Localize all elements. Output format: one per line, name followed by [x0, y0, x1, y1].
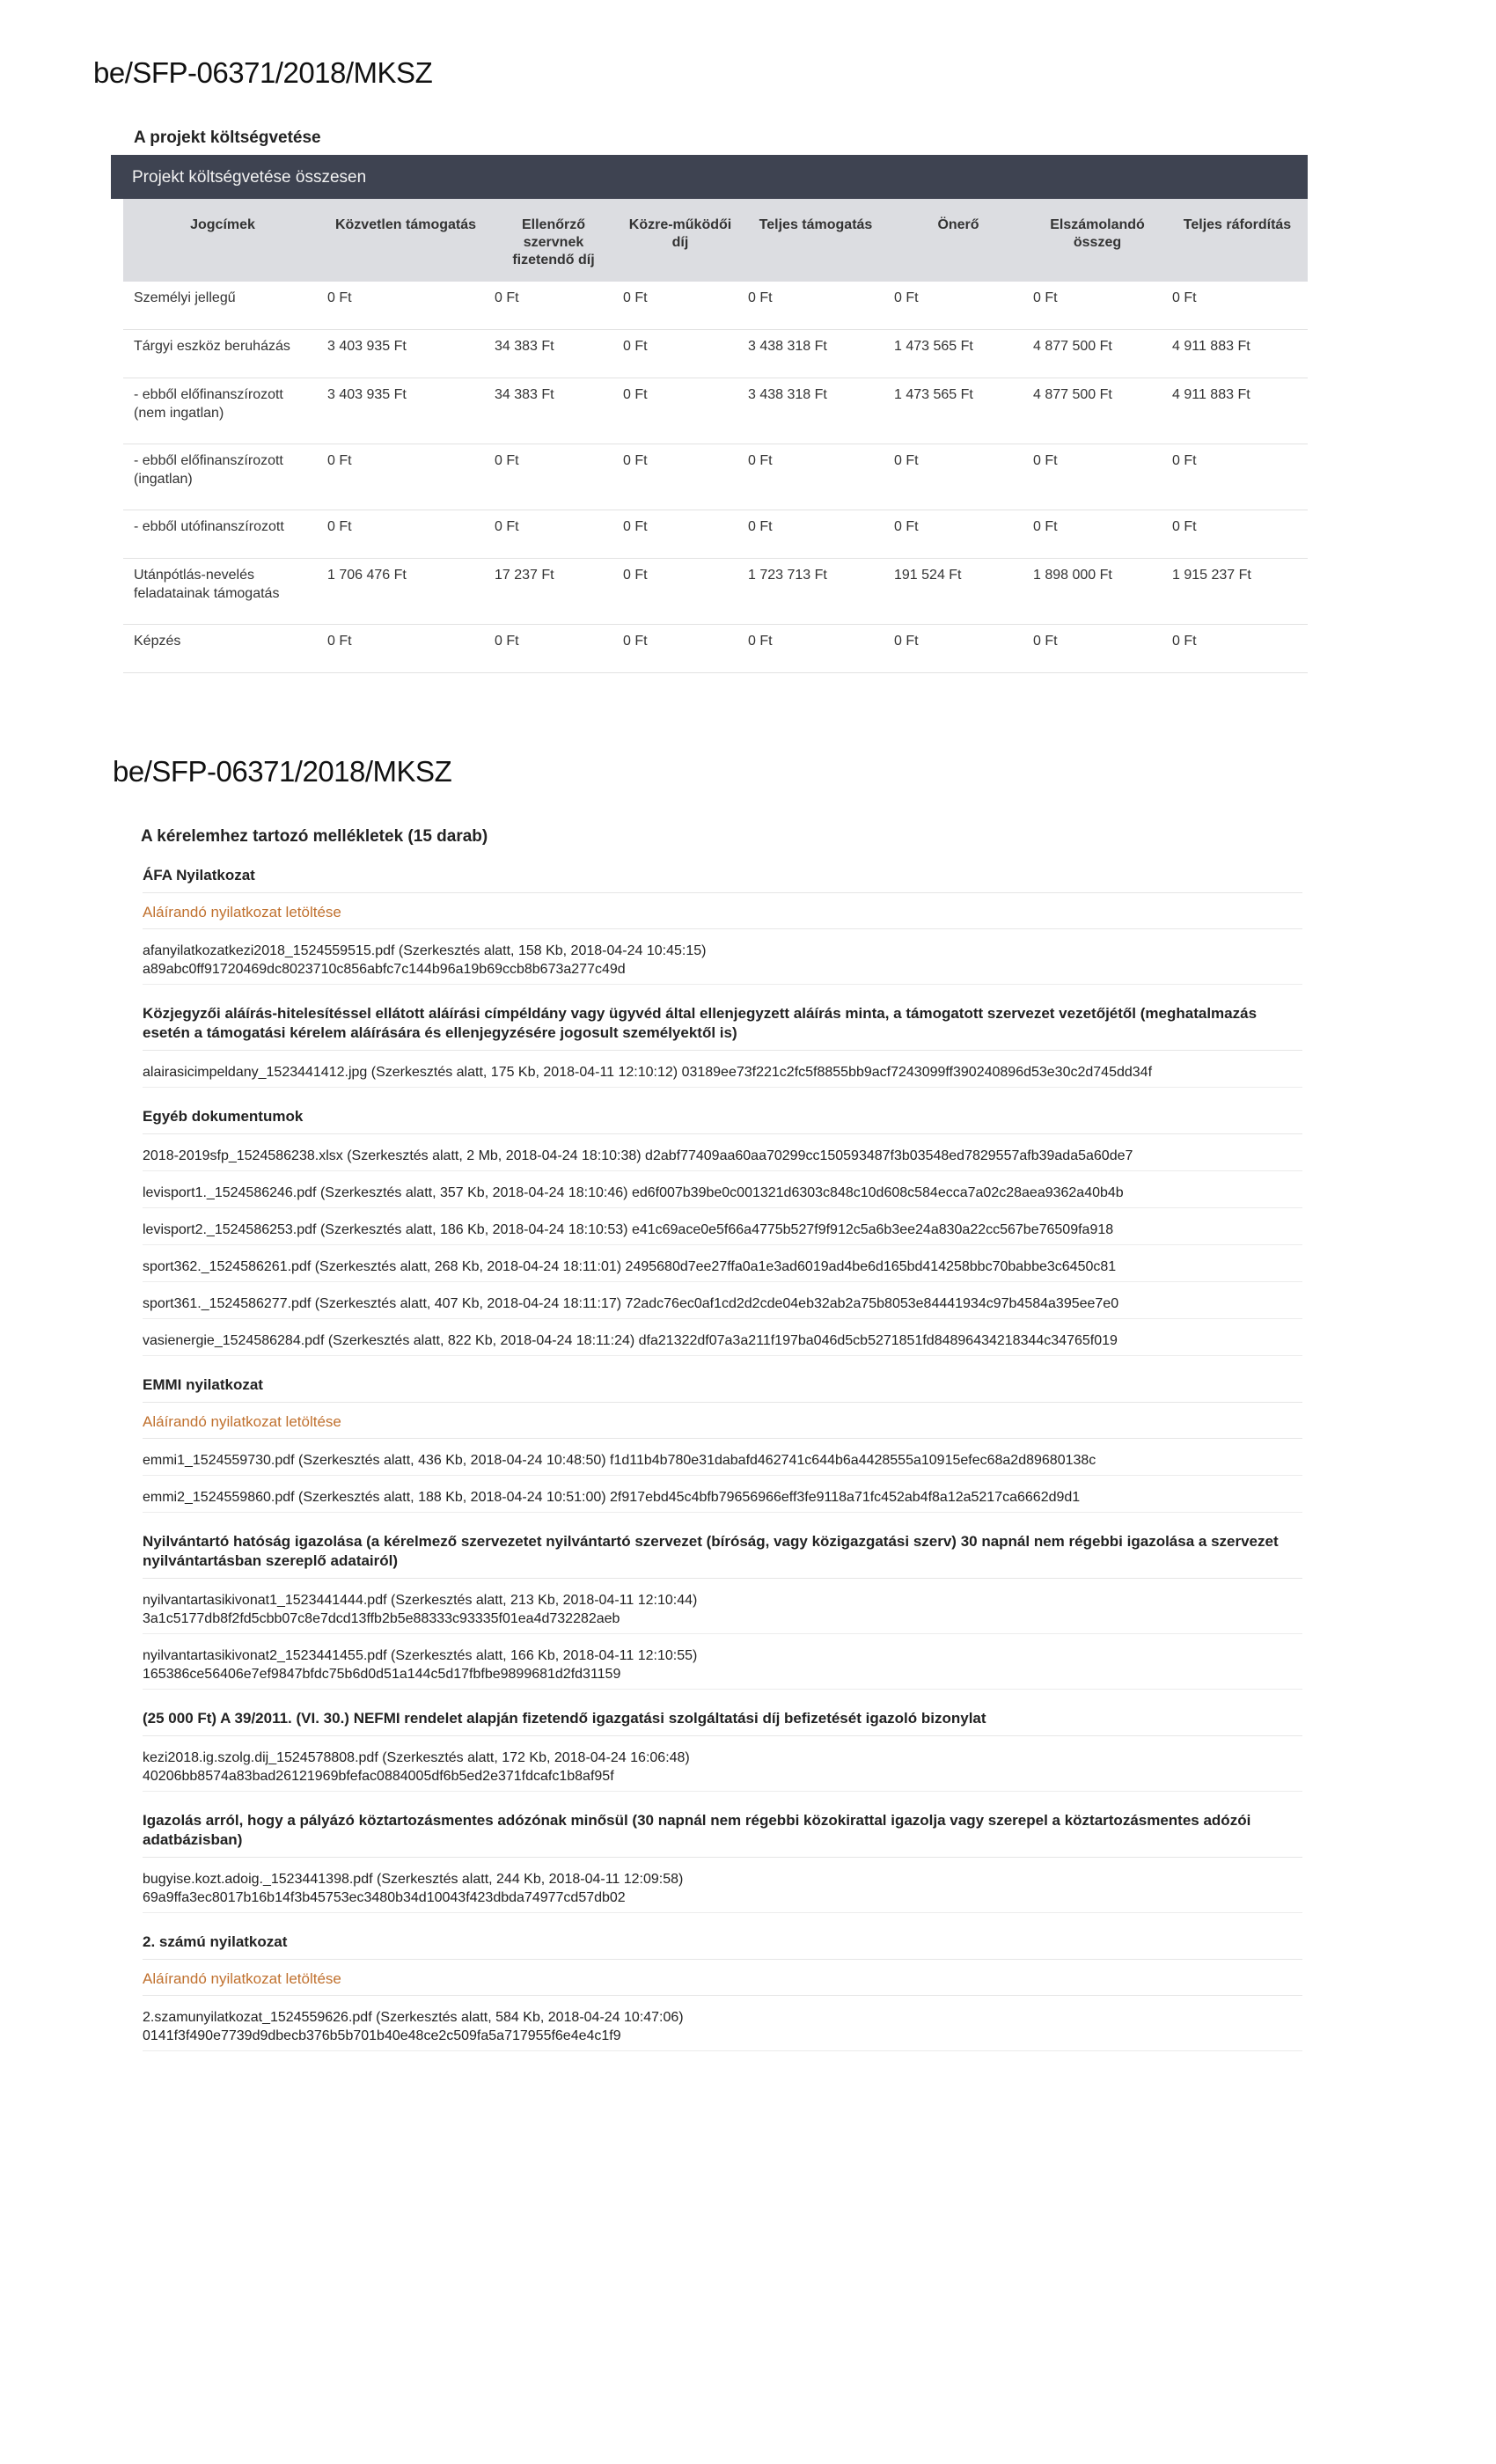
attachment-file-hash: 03189ee73f221c2fc5f8855bb9acf7243099ff390240896d53e30c2d745dd34f	[681, 1065, 1153, 1080]
attachment-file	[143, 942, 1302, 985]
attachment-file	[143, 1488, 1302, 1513]
attachment-file-name[interactable]: nyilvantartasikivonat1_1523441444.pdf (Szerkesztés alatt, 213 Kb, 2018-04-11 12:10:44)	[143, 1593, 698, 1608]
attachment-group-title: Igazolás arról, hogy a pályázó köztartozásmentes adózónak minősül (30 napnál nem régebbi közokirattal igazolja vagy szerepel a köztartozásmentes adózói adatbázisban)	[143, 1811, 1302, 1858]
budget-row	[123, 282, 1308, 330]
budget-cell: 0 Ft	[1167, 282, 1308, 330]
budget-cell: 3 438 318 Ft	[743, 378, 889, 444]
attachment-file	[143, 1294, 1302, 1319]
budget-cell: 0 Ft	[889, 444, 1028, 510]
attachment-group-title: EMMI nyilatkozat	[143, 1375, 1302, 1403]
budget-column-header: Teljes ráfordítás	[1167, 199, 1308, 282]
budget-cell: 0 Ft	[889, 510, 1028, 559]
attachment-group	[143, 1532, 1302, 1690]
budget-cell: 1 473 565 Ft	[889, 378, 1028, 444]
attachment-file	[143, 1258, 1302, 1282]
budget-cell: 34 383 Ft	[489, 378, 618, 444]
attachment-group	[143, 1709, 1302, 1792]
budget-cell: 191 524 Ft	[889, 559, 1028, 625]
budget-cell: 0 Ft	[1167, 625, 1308, 673]
download-declaration-link[interactable]: Aláírandó nyilatkozat letöltése	[143, 1970, 1302, 1996]
budget-title-bar	[111, 155, 1308, 199]
budget-row-label: - ebből előfinanszírozott (ingatlan)	[123, 444, 322, 510]
attachment-file-name[interactable]: 2018-2019sfp_1524586238.xlsx (Szerkesztés alatt, 2 Mb, 2018-04-24 18:10:38)	[143, 1148, 642, 1163]
budget-cell: 1 706 476 Ft	[322, 559, 489, 625]
budget-column-header: Közre-működői díj	[618, 199, 743, 282]
attachment-groups	[123, 866, 1302, 2051]
attachment-file-hash: e41c69ace0e5f66a4775b527f9f912c5a6b3ee24a830a22cc567be76509fa918	[631, 1222, 1114, 1237]
attachment-file-name[interactable]: vasienergie_1524586284.pdf (Szerkesztés alatt, 822 Kb, 2018-04-24 18:11:24)	[143, 1333, 635, 1348]
budget-cell: 4 877 500 Ft	[1028, 378, 1167, 444]
attachment-file-hash: ed6f007b39be0c001321d6303c848c10d608c584ecca7a02c28aea9362a40b4b	[631, 1185, 1124, 1200]
budget-cell: 1 898 000 Ft	[1028, 559, 1167, 625]
budget-column-header: Közvetlen támogatás	[322, 199, 489, 282]
budget-cell: 3 403 935 Ft	[322, 330, 489, 378]
budget-cell: 1 723 713 Ft	[743, 559, 889, 625]
budget-row	[123, 510, 1308, 559]
budget-cell: 0 Ft	[489, 625, 618, 673]
attachment-file-name[interactable]: sport362._1524586261.pdf (Szerkesztés alatt, 268 Kb, 2018-04-24 18:11:01)	[143, 1259, 622, 1274]
attachment-group	[143, 1375, 1302, 1513]
attachment-file-name[interactable]: afanyilatkozatkezi2018_1524559515.pdf (Szerkesztés alatt, 158 Kb, 2018-04-24 10:45:15)	[143, 943, 707, 958]
budget-cell: 0 Ft	[1028, 444, 1167, 510]
attachment-file-name[interactable]: levisport2._1524586253.pdf (Szerkesztés alatt, 186 Kb, 2018-04-24 18:10:53)	[143, 1222, 628, 1237]
budget-column-header: Ellenőrző szervnek fizetendő díj	[489, 199, 618, 282]
attachment-group-title: 2. számú nyilatkozat	[143, 1932, 1302, 1960]
attachment-file-name[interactable]: emmi1_1524559730.pdf (Szerkesztés alatt, 436 Kb, 2018-04-24 10:48:50)	[143, 1453, 606, 1468]
budget-cell: 0 Ft	[618, 378, 743, 444]
budget-cell: 0 Ft	[322, 282, 489, 330]
attachment-file-name[interactable]: kezi2018.ig.szolg.dij_1524578808.pdf (Szerkesztés alatt, 172 Kb, 2018-04-24 16:06:48)	[143, 1750, 690, 1765]
attachment-file-name[interactable]: alairasicimpeldany_1523441412.jpg (Szerkesztés alatt, 175 Kb, 2018-04-11 12:10:12)	[143, 1065, 678, 1080]
attachment-file	[143, 1184, 1302, 1208]
attachment-group-title: (25 000 Ft) A 39/2011. (VI. 30.) NEFMI rendelet alapján fizetendő igazgatási szolgáltatási díj befizetését igazoló bizonylat	[143, 1709, 1302, 1736]
attachment-file	[143, 1451, 1302, 1476]
attachment-group-title: Közjegyzői aláírás-hitelesítéssel ellátott aláírási címpéldány vagy ügyvéd által ellenjegyzett aláírás minta, a támogatott szervezet vezetőjétől (meghatalmazás esetén a támogatási kérelem aláírására és ellenjegyzésére jogosult személyektől is)	[143, 1004, 1302, 1051]
attachment-group	[143, 1811, 1302, 1913]
budget-cell: 0 Ft	[743, 625, 889, 673]
attachment-group	[143, 866, 1302, 985]
budget-cell: 34 383 Ft	[489, 330, 618, 378]
budget-section-title: A projekt költségvetése	[134, 128, 321, 147]
attachment-file-name[interactable]: 2.szamunyilatkozat_1524559626.pdf (Szerkesztés alatt, 584 Kb, 2018-04-24 10:47:06)	[143, 2010, 684, 2025]
budget-cell: 0 Ft	[489, 282, 618, 330]
attachment-file	[143, 1749, 1302, 1792]
budget-cell: 0 Ft	[618, 559, 743, 625]
budget-row	[123, 330, 1308, 378]
budget-row-label: - ebből utófinanszírozott	[123, 510, 322, 559]
attachment-file-name[interactable]: emmi2_1524559860.pdf (Szerkesztés alatt, 188 Kb, 2018-04-24 10:51:00)	[143, 1490, 606, 1505]
budget-row	[123, 444, 1308, 510]
budget-cell: 0 Ft	[1167, 444, 1308, 510]
budget-cell: 0 Ft	[743, 444, 889, 510]
budget-cell: 0 Ft	[743, 282, 889, 330]
attachment-file-hash: dfa21322df07a3a211f197ba046d5cb5271851fd84896434218344c34765f019	[638, 1333, 1118, 1348]
budget-cell: 0 Ft	[322, 510, 489, 559]
budget-cell: 17 237 Ft	[489, 559, 618, 625]
budget-row	[123, 559, 1308, 625]
budget-table	[123, 199, 1308, 673]
budget-cell: 0 Ft	[618, 444, 743, 510]
attachment-group	[143, 1004, 1302, 1088]
attachment-file-name[interactable]: levisport1._1524586246.pdf (Szerkesztés alatt, 357 Kb, 2018-04-24 18:10:46)	[143, 1185, 628, 1200]
attachment-group	[143, 1107, 1302, 1356]
budget-cell: 1 473 565 Ft	[889, 330, 1028, 378]
attachment-file	[143, 1147, 1302, 1171]
attachments-title: A kérelemhez tartozó mellékletek (15 darab)	[141, 827, 488, 846]
budget-cell: 0 Ft	[618, 282, 743, 330]
budget-row	[123, 378, 1308, 444]
budget-cell: 3 403 935 Ft	[322, 378, 489, 444]
attachment-file	[143, 2008, 1302, 2051]
attachment-group	[143, 1932, 1302, 2051]
budget-cell: 0 Ft	[618, 625, 743, 673]
attachment-file-hash: 2f917ebd45c4bfb79656966eff3fe9118a71fc452ab4f8a12a5217ca6662d9d1	[610, 1490, 1081, 1505]
document-id-top: be/SFP-06371/2018/MKSZ	[93, 56, 433, 89]
budget-column-header: Teljes támogatás	[743, 199, 889, 282]
download-declaration-link[interactable]: Aláírandó nyilatkozat letöltése	[143, 1413, 1302, 1439]
attachment-file-name[interactable]: nyilvantartasikivonat2_1523441455.pdf (Szerkesztés alatt, 166 Kb, 2018-04-11 12:10:55)	[143, 1648, 698, 1663]
budget-cell: 0 Ft	[1167, 510, 1308, 559]
attachment-group-title: ÁFA Nyilatkozat	[143, 866, 1302, 893]
attachment-file-hash: d2abf77409aa60aa70299cc150593487f3b03548ed7829557afb39ada5a60de7	[645, 1148, 1133, 1163]
budget-cell: 0 Ft	[489, 510, 618, 559]
attachment-file-hash: 0141f3f490e7739d9dbecb376b5b701b40e48ce2c509fa5a717955f6e4e4c1f9	[143, 2028, 621, 2043]
budget-cell: 0 Ft	[1028, 282, 1167, 330]
budget-cell: 3 438 318 Ft	[743, 330, 889, 378]
attachment-file	[143, 1870, 1302, 1913]
attachment-group-title: Nyilvántartó hatóság igazolása (a kérelmező szervezetet nyilvántartó szervezet (bíróság, vagy közigazgatási szerv) 30 napnál nem régebbi igazolása a szervezet nyilvántartásban szereplő adatairól)	[143, 1532, 1302, 1579]
budget-row	[123, 625, 1308, 673]
budget-panel	[111, 104, 1308, 692]
budget-row-label: - ebből előfinanszírozott (nem ingatlan)	[123, 378, 322, 444]
budget-cell: 0 Ft	[322, 444, 489, 510]
budget-cell: 0 Ft	[889, 625, 1028, 673]
budget-row-label: Személyi jellegű	[123, 282, 322, 330]
attachment-file-hash: 3a1c5177db8f2fd5cbb07c8e7dcd13ffb2b5e88333c93335f01ea4d732282aeb	[143, 1611, 620, 1626]
attachment-group-title: Egyéb dokumentumok	[143, 1107, 1302, 1134]
budget-cell: 0 Ft	[618, 330, 743, 378]
attachment-file	[143, 1331, 1302, 1356]
budget-bar-title: Projekt költségvetése összesen	[132, 168, 367, 187]
budget-column-header: Elszámolandó összeg	[1028, 199, 1167, 282]
budget-cell: 4 911 883 Ft	[1167, 330, 1308, 378]
attachment-file-hash: f1d11b4b780e31dabafd462741c644b6a4428555a10915efec68a2d89680138c	[610, 1453, 1096, 1468]
attachment-file	[143, 1646, 1302, 1690]
budget-cell: 1 915 237 Ft	[1167, 559, 1308, 625]
budget-row-label: Tárgyi eszköz beruházás	[123, 330, 322, 378]
budget-cell: 0 Ft	[889, 282, 1028, 330]
attachment-file-hash: 2495680d7ee27ffa0a1e3ad6019ad4be6d165bd414258bbc70babbe3c6450c81	[625, 1259, 1117, 1274]
attachment-file	[143, 1221, 1302, 1245]
attachment-file-hash: 69a9ffa3ec8017b16b14f3b45753ec3480b34d10043f423dbda74977cd57db02	[143, 1890, 626, 1905]
budget-row-label: Képzés	[123, 625, 322, 673]
budget-cell: 0 Ft	[322, 625, 489, 673]
attachment-file-name[interactable]: bugyise.kozt.adoig._1523441398.pdf (Szerkesztés alatt, 244 Kb, 2018-04-11 12:09:58)	[143, 1872, 684, 1887]
budget-cell: 0 Ft	[743, 510, 889, 559]
budget-cell: 0 Ft	[1028, 625, 1167, 673]
attachment-file-hash: 40206bb8574a83bad26121969bfefac0884005df6b5ed2e371fdcafc1b8af95f	[143, 1769, 614, 1784]
budget-cell: 4 911 883 Ft	[1167, 378, 1308, 444]
attachment-file-name[interactable]: sport361._1524586277.pdf (Szerkesztés alatt, 407 Kb, 2018-04-24 18:11:17)	[143, 1296, 622, 1311]
budget-cell: 0 Ft	[489, 444, 618, 510]
attachment-file	[143, 1063, 1302, 1088]
budget-cell: 0 Ft	[1028, 510, 1167, 559]
attachment-file-hash: 72adc76ec0af1cd2d2cde04eb32ab2a75b8053e84441934c97b4584a395ee7e0	[625, 1296, 1119, 1311]
budget-cell: 0 Ft	[618, 510, 743, 559]
attachments-panel	[123, 806, 1302, 2051]
budget-row-label: Utánpótlás-nevelés feladatainak támogatás	[123, 559, 322, 625]
budget-column-header: Önerő	[889, 199, 1028, 282]
download-declaration-link[interactable]: Aláírandó nyilatkozat letöltése	[143, 904, 1302, 929]
attachment-file	[143, 1591, 1302, 1634]
attachment-file-hash: a89abc0ff91720469dc8023710c856abfc7c144b96a19b69ccb8b673a277c49d	[143, 962, 626, 977]
budget-column-header: Jogcímek	[123, 199, 322, 282]
document-id-middle: be/SFP-06371/2018/MKSZ	[113, 755, 452, 788]
attachment-file-hash: 165386ce56406e7ef9847bfdc75b6d0d51a144c5d17fbfbe9899681d2fd31159	[143, 1667, 621, 1682]
budget-cell: 4 877 500 Ft	[1028, 330, 1167, 378]
